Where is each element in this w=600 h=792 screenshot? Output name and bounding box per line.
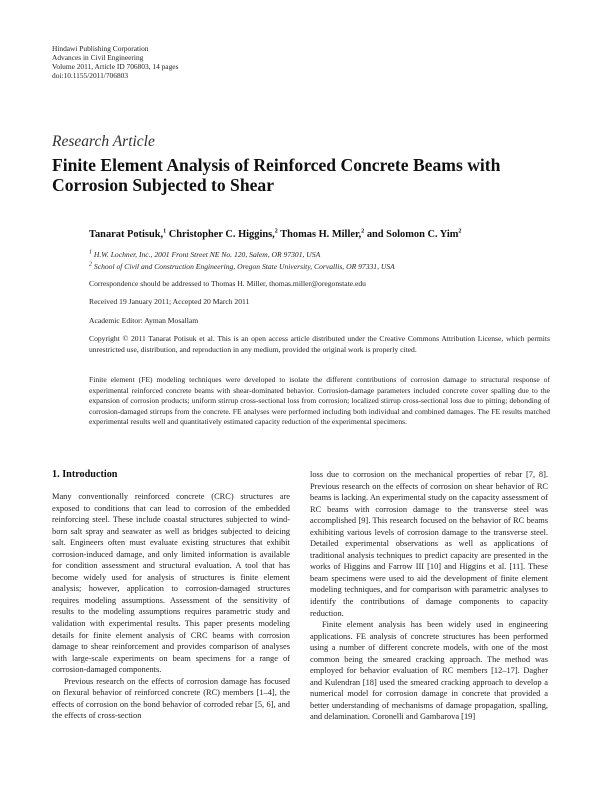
author: Christopher C. Higgins, [168,229,275,240]
right-column [310,469,548,723]
doi: doi:10.1155/2011/706803 [52,71,129,81]
volume-info: Volume 2011, Article ID 706803, 14 pages [52,62,179,72]
author-sup: 2 [458,228,462,235]
section-heading: 1. Introduction [52,469,118,480]
abstract: Finite element (FE) modeling techniques were developed to isolate the different contributions of corrosion damage to structural response of experimental reinforced concrete beams with shear-dominated behavior. Corrosion-damage parameters included concrete cover spalling due to the expansion of corrosion products; uniform stirrup cross-sectional loss from corrosion; localized stirrup cross-sectional loss due to pitting; debonding of corrosion-damaged stirrups from the concrete. FE analyses were performed including both individual and combined damages. The FE results matched experimental results well and quantitatively estimated capacity reduction of the experimental specimens. [89,375,550,427]
correspondence: Correspondence should be addressed to Thomas H. Miller, thomas.miller@oregonstate.edu [89,279,366,288]
author-sup: 1 [163,228,167,235]
affiliation-sup: 1 [89,249,92,256]
affiliation-sup: 2 [89,261,92,268]
paragraph: Many conventionally reinforced concrete (CRC) structures are exposed to conditions that can lead to corrosion of the embedded reinforcing steel. These include coastal structures subjected to wind-born salt spray and seawater as well as bridges subjected to deicing salt. Engineers often must evaluate existing structures that exhibit corrosion-induced damage, and only limited information is available for condition assessment and structural evaluation. A tool that has become widely used for analysis of structures is finite element analysis; however, application to corrosion-damaged structures requires modeling assumptions. Assessment of the sensitivity of results to the modeling assumptions requires parametric study and validation with experimental results. This paper presents modeling details for finite element analysis of CRC beams with corrosion damage to shear reinforcement and provides comparison of analyses with large-scale experiments on beam specimens for a range of corrosion-damaged components. [52,492,290,675]
academic-editor: Academic Editor: Ayman Mosallam [89,316,199,325]
copyright-notice: Copyright © 2011 Tanarat Potisuk et al. This is an open access article distributed under the Creative Commons Attribution License, which permits unrestricted use, distribution, and reproduction in any medium, provided the original work is properly cited. [89,334,550,354]
affiliation [89,250,320,259]
paper-title: Finite Element Analysis of Reinforced Concrete Beams with Corrosion Subjected to Shear [52,155,501,195]
affiliation-text: School of Civil and Construction Engineering, Oregon State University, Corvallis, OR 97331, USA [93,262,395,271]
left-column [52,491,290,722]
author: Tanarat Potisuk, [89,229,164,240]
paragraph: Previous research on the effects of corrosion damage has focused on flexural behavior of reinforced concrete (RC) members [1–4], the effects of corrosion on the bond behavior of corroded rebar [5, 6], and the effects of cross-section [52,676,290,721]
author-list [89,229,461,240]
author: Thomas H. Miller, [280,229,362,240]
affiliation [89,262,395,271]
article-type: Research Article [52,133,155,150]
publisher: Hindawi Publishing Corporation [52,44,149,53]
author-sup: 2 [361,228,365,235]
paragraph: loss due to corrosion on the mechanical properties of rebar [7, 8]. Previous research on the effects of corrosion on shear behavior of RC beams is lacking. An experimental study on the capacity assessment of RC beams with corrosion damage to the transverse steel was accomplished [9]. This research focused on the behavior of RC beams exhibiting various levels of corrosion damage to the transverse steel. Detailed experimental observations as well as applications of traditional analysis techniques to predict capacity are presented in the works of Higgins and Farrow III [10] and Higgins et al. [11]. These beam specimens were used to aid the development of finite element modeling techniques, and for comparison with parametric analyses to identify the contributions of damage components to capacity reduction. [310,470,548,618]
affiliation-text: H.W. Lochner, Inc., 2001 Front Street NE No. 120, Salem, OR 97301, USA [93,250,321,259]
received-dates: Received 19 January 2011; Accepted 20 March 2011 [89,297,250,306]
author: and Solomon C. Yim [366,229,459,240]
journal-name: Advances in Civil Engineering [52,53,144,63]
paragraph: Finite element analysis has been widely used in engineering applications. FE analysis of concrete structures has been performed using a number of different concrete models, with one of the most common being the smeared cracking approach. The method was employed for behavior evaluation of RC members [12–17]. Dagher and Kulendran [18] used the smeared cracking approach to develop a numerical model for corrosion damage in concrete that provided a better understanding of mechanisms of damage propagation, spalling, and delamination. Coronelli and Gambarova [19] [310,620,548,722]
author-sup: 2 [274,228,278,235]
journal-header [52,44,178,80]
